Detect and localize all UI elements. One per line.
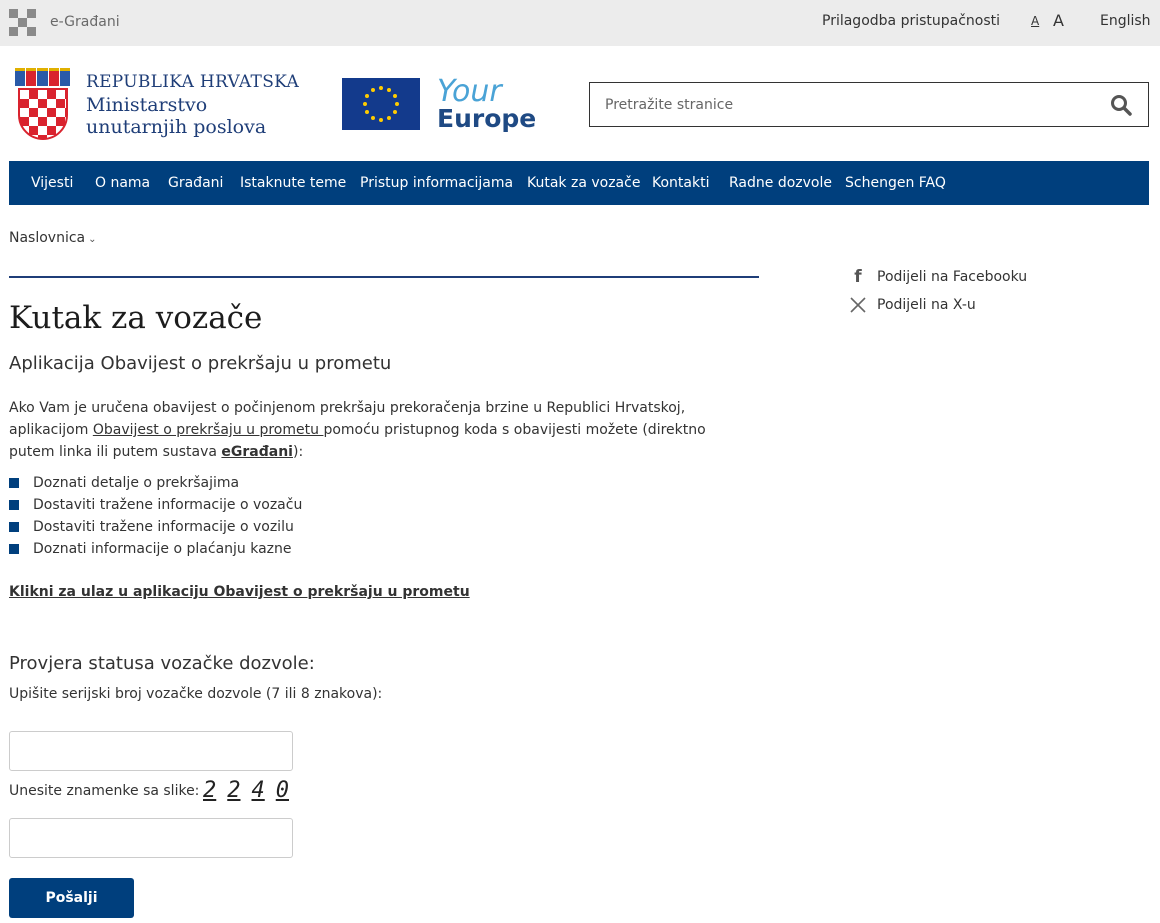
captcha-label: Unesite znamenke sa slike: (9, 783, 200, 799)
list-item (9, 494, 302, 516)
intro-paragraph (9, 397, 754, 463)
feature-list (9, 472, 302, 560)
intro-text-2: pomoću pristupnog koda s obavijesti možete (direktno putem linka ili putem sustava (9, 422, 706, 460)
captcha-image (203, 778, 289, 803)
eu-star-icon (387, 116, 391, 120)
list-item-text: Dostaviti tražene informacije o vozaču (33, 497, 303, 513)
chevron-down-icon[interactable]: ⌄ (88, 234, 97, 245)
eu-star-icon (371, 116, 375, 120)
font-size-large-button[interactable]: A (1053, 11, 1064, 30)
bullet-square-icon (9, 478, 19, 488)
list-item-text: Doznati detalje o prekršajima (33, 475, 240, 491)
ministry-line-3: unutarnjih poslova (86, 116, 267, 138)
eu-star-icon (393, 110, 397, 114)
intro-text-3: ): (292, 444, 304, 460)
bullet-square-icon (9, 522, 19, 532)
breadcrumb[interactable] (9, 230, 97, 246)
nav-item-kutak-za-vozace[interactable]: Kutak za vozače (527, 175, 641, 191)
captcha-input[interactable] (9, 818, 293, 858)
list-item-text: Doznati informacije o plaćanju kazne (33, 541, 292, 557)
egradjani-logo-icon[interactable] (9, 9, 37, 37)
language-switch-link[interactable]: English (1100, 13, 1151, 29)
eu-star-icon (395, 102, 399, 106)
captcha-digit: 2 (203, 778, 217, 803)
nav-item-gradjani[interactable]: Građani (168, 175, 224, 191)
captcha-digit: 4 (251, 778, 265, 803)
serial-number-input[interactable] (9, 731, 293, 771)
list-item (9, 516, 302, 538)
nav-item-radne-dozvole[interactable]: Radne dozvole (729, 175, 832, 191)
croatian-coat-of-arms-icon[interactable] (15, 68, 70, 142)
nav-item-schengen-faq[interactable]: Schengen FAQ (845, 175, 946, 191)
captcha-digit: 0 (275, 778, 289, 803)
eu-star-icon (387, 88, 391, 92)
eu-star-icon (365, 110, 369, 114)
search-input[interactable] (590, 83, 1090, 126)
x-icon (849, 296, 867, 314)
share-facebook-label: Podijeli na Facebooku (877, 269, 1028, 285)
facebook-icon: f (854, 267, 862, 287)
nav-item-pristup-informacijama[interactable]: Pristup informacijama (360, 175, 514, 191)
list-item (9, 472, 302, 494)
nav-item-istaknute-teme[interactable]: Istaknute teme (240, 175, 347, 191)
top-utility-bar (0, 0, 1160, 46)
eu-star-icon (393, 94, 397, 98)
intro-text-1: Ako Vam je uručena obavijest o počinjenom prekršaju prekoračenja brzine u Republici Hrvatskoj, aplikacijom (9, 400, 686, 438)
search-icon[interactable] (1110, 94, 1132, 116)
accessibility-link[interactable]: Prilagodba pristupačnosti (822, 13, 1001, 29)
page-subtitle: Aplikacija Obavijest o prekršaju u prometu (9, 353, 392, 374)
captcha-digit: 2 (227, 778, 241, 803)
eu-star-icon (371, 88, 375, 92)
your-europe-word-your: Your (437, 74, 502, 109)
serial-number-label: Upišite serijski broj vozačke dozvole (7 ili 8 znakova): (9, 686, 383, 702)
list-item (9, 538, 302, 560)
nav-item-vijesti[interactable]: Vijesti (31, 175, 74, 191)
eu-star-icon (379, 118, 383, 122)
ministry-line-1: REPUBLIKA HRVATSKA (86, 72, 300, 92)
share-x-label: Podijeli na X-u (877, 297, 976, 313)
page-title: Kutak za vozače (9, 300, 263, 336)
main-navigation (9, 161, 1149, 205)
font-size-small-button[interactable]: A (1031, 14, 1040, 28)
share-x-link[interactable] (849, 296, 976, 314)
submit-button[interactable]: Pošalji (9, 878, 134, 918)
bullet-square-icon (9, 500, 19, 510)
enter-app-link[interactable]: Klikni za ulaz u aplikaciju Obavijest o prekršaju u prometu (9, 584, 470, 600)
egradjani-inline-link[interactable]: eGrađani (221, 444, 293, 460)
nav-item-o-nama[interactable]: O nama (95, 175, 151, 191)
eu-star-icon (365, 94, 369, 98)
ministry-line-2: Ministarstvo (86, 94, 208, 116)
eu-star-icon (379, 86, 383, 90)
eu-flag-icon[interactable] (342, 78, 420, 130)
obavijest-app-inline-link[interactable]: Obavijest o prekršaju u prometu (92, 422, 324, 438)
bullet-square-icon (9, 544, 19, 554)
ministry-logo-text[interactable] (86, 72, 299, 138)
eu-star-icon (363, 102, 367, 106)
nav-item-kontakti[interactable]: Kontakti (652, 175, 710, 191)
breadcrumb-home[interactable]: Naslovnica (9, 230, 86, 246)
content-divider (9, 276, 759, 278)
your-europe-word-europe: Europe (437, 104, 537, 133)
site-search (589, 82, 1149, 127)
egradjani-link[interactable]: e-Građani (50, 14, 120, 30)
list-item-text: Dostaviti tražene informacije o vozilu (33, 519, 294, 535)
license-check-heading: Provjera statusa vozačke dozvole: (9, 653, 315, 674)
share-facebook-link[interactable] (849, 268, 1027, 286)
